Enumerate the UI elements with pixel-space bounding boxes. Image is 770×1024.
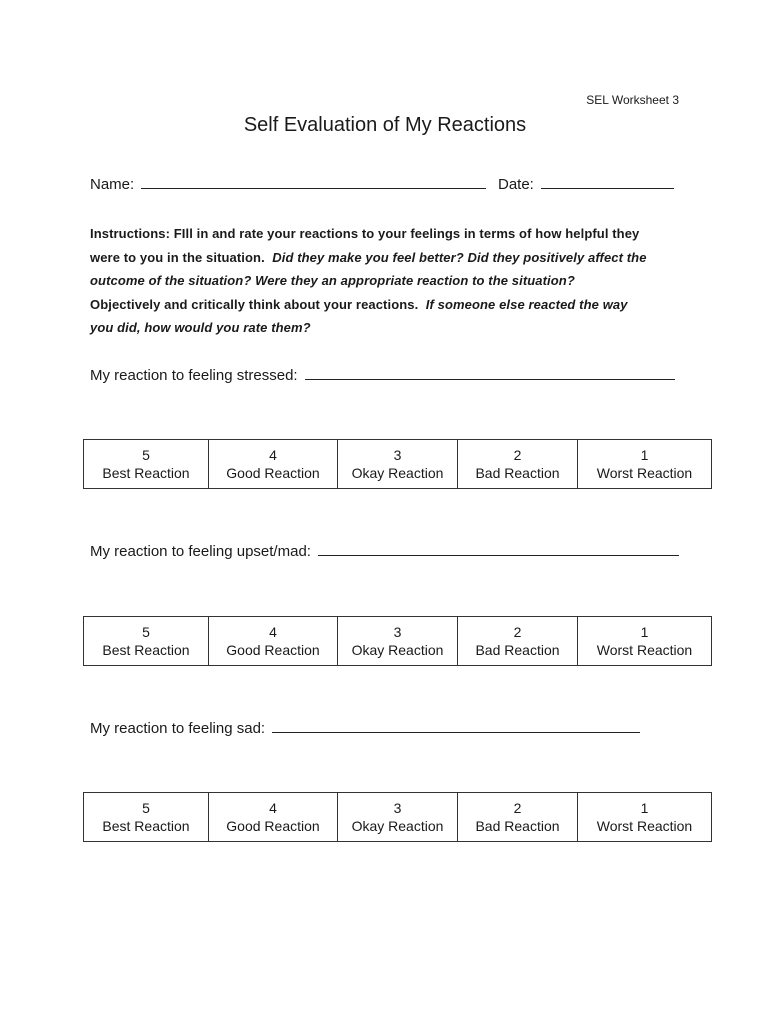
rating-label: Okay Reaction [351,642,444,658]
rating-label: Bad Reaction [475,642,560,658]
rating-number: 4 [269,800,277,816]
instructions-line-2 [90,246,690,270]
instructions-line-2-italic: Did they make you feel better? Did they positively affect the [272,249,647,265]
rating-number: 5 [142,624,150,640]
rating-option-2[interactable] [458,617,578,666]
rating-label: Okay Reaction [351,818,444,834]
rating-label: Best Reaction [102,642,190,658]
rating-number: 4 [269,624,277,640]
instructions-line-2-plain: were to you in the situation. [90,249,265,265]
rating-option-3[interactable] [338,440,458,489]
rating-option-5[interactable] [84,440,209,489]
rating-number: 3 [393,447,402,463]
rating-label: Good Reaction [226,818,320,834]
prompt-stressed [90,365,675,384]
rating-label: Good Reaction [226,465,320,481]
rating-number: 3 [393,800,402,816]
prompt-label: My reaction to feeling stressed: [90,367,298,384]
worksheet-label: SEL Worksheet 3 [586,93,679,107]
rating-label: Good Reaction [226,642,320,658]
rating-option-3[interactable] [338,793,458,842]
prompt-label: My reaction to feeling upset/mad: [90,543,311,560]
rating-option-4[interactable] [209,793,338,842]
response-blank-line[interactable] [318,541,679,556]
response-blank-line[interactable] [305,365,675,380]
rating-option-1[interactable] [578,793,712,842]
rating-option-5[interactable] [84,617,209,666]
rating-table-upset-mad [83,616,712,666]
date-field-row [498,174,674,193]
instructions-block [90,222,690,340]
rating-number: 4 [269,447,277,463]
prompt-sad [90,718,640,737]
rating-number: 5 [142,447,150,463]
prompt-label: My reaction to feeling sad: [90,720,266,737]
rating-number: 5 [142,800,150,816]
page-title: Self Evaluation of My Reactions [243,114,527,136]
instructions-line-4-italic: If someone else reacted the way [425,296,628,312]
rating-label: Worst Reaction [596,465,693,481]
rating-number: 1 [640,800,649,816]
rating-label: Bad Reaction [475,818,560,834]
rating-table-stressed [83,439,712,489]
date-blank-line[interactable] [541,174,674,189]
rating-label: Bad Reaction [475,465,560,481]
rating-label: Worst Reaction [596,818,693,834]
rating-option-3[interactable] [338,617,458,666]
rating-option-1[interactable] [578,440,712,489]
rating-label: Best Reaction [102,818,190,834]
name-field-row [90,174,486,193]
instructions-line-3: outcome of the situation? Were they an appropriate reaction to the situation? [90,273,575,288]
rating-option-5[interactable] [84,793,209,842]
instructions-line-4-plain: Objectively and critically think about your reactions. [90,296,419,312]
date-label: Date: [498,176,534,193]
name-label: Name: [90,176,135,193]
rating-number: 2 [513,447,522,463]
rating-option-4[interactable] [209,440,338,489]
instructions-line-1: Instructions: FIll in and rate your reactions to your feelings in terms of how helpful they [90,226,640,241]
rating-option-2[interactable] [458,793,578,842]
prompt-upset-mad [90,541,679,560]
rating-table-sad [83,792,712,842]
response-blank-line[interactable] [272,718,640,733]
rating-option-2[interactable] [458,440,578,489]
instructions-line-5: you did, how would you rate them? [90,320,311,335]
rating-number: 1 [640,447,649,463]
rating-number: 2 [513,800,522,816]
rating-option-4[interactable] [209,617,338,666]
instructions-line-4 [90,293,690,317]
name-blank-line[interactable] [141,174,486,189]
rating-label: Worst Reaction [596,642,693,658]
rating-label: Best Reaction [102,465,190,481]
rating-number: 1 [640,624,649,640]
rating-label: Okay Reaction [351,465,444,481]
rating-number: 3 [393,624,402,640]
rating-number: 2 [513,624,522,640]
rating-option-1[interactable] [578,617,712,666]
